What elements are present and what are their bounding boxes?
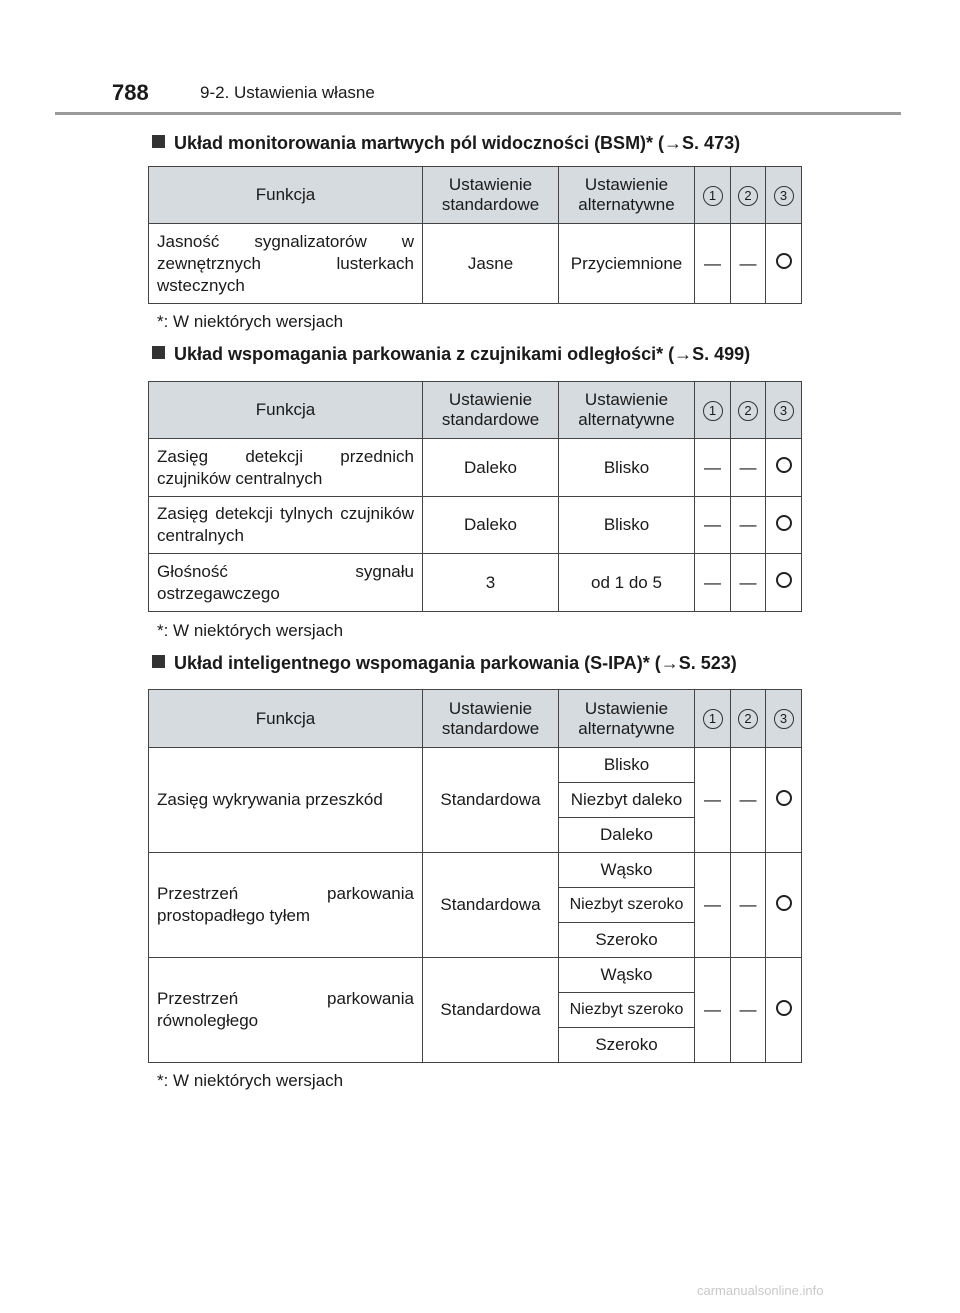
settings-table-bsm (148, 166, 802, 304)
o-mark-cell (766, 224, 802, 304)
alternative-value-cell: Wąsko (559, 853, 695, 888)
function-cell: Głośność sygnału ostrzegawczego (149, 554, 423, 612)
default-value-cell: Standardowa (423, 853, 559, 958)
function-cell: Zasięg detekcji tylnych czujników centralnych (149, 497, 423, 554)
o-mark-cell (766, 958, 802, 1063)
alternative-value-cell: Przyciemnione (559, 224, 695, 304)
table-row (149, 853, 802, 888)
dash-cell: — (695, 958, 731, 1063)
alternative-value-cell: Szeroko (559, 923, 695, 958)
o-mark-icon (776, 790, 792, 806)
table-row (149, 748, 802, 783)
footnote: *: W niektórych wersjach (157, 312, 344, 331)
footnote: *: W niektórych wersjach (157, 621, 344, 640)
dash-cell: — (731, 439, 766, 497)
dash-cell: — (731, 853, 766, 958)
o-mark-icon (776, 572, 792, 588)
col-header-1: 1 (695, 382, 731, 439)
dash-cell: — (695, 853, 731, 958)
table-header-row (149, 690, 802, 748)
table-header-row (149, 382, 802, 439)
watermark: carmanualsonline.info (697, 1283, 824, 1298)
dash-cell: — (731, 497, 766, 554)
table-row (149, 958, 802, 993)
dash-cell: — (695, 224, 731, 304)
function-cell: Przestrzeń parkowania równoległego (149, 958, 423, 1063)
col-header-alternative: Ustawienie alternatywne (559, 690, 695, 748)
table-row (149, 497, 802, 554)
dash-cell: — (731, 958, 766, 1063)
settings-table-parking-sensors (148, 381, 802, 612)
section-title-sipa: Układ inteligentnego wspomagania parkowania (S-IPA)* (→S. 523) (152, 653, 737, 674)
square-bullet-icon (152, 655, 165, 668)
footnote: *: W niektórych wersjach (157, 1071, 344, 1090)
col-header-default: Ustawienie standardowe (423, 167, 559, 224)
alternative-value-cell: Daleko (559, 818, 695, 853)
alternative-value-cell: Wąsko (559, 958, 695, 993)
square-bullet-icon (152, 135, 165, 148)
o-mark-cell (766, 439, 802, 497)
section-title-bsm: Układ monitorowania martwych pól widoczności (BSM)* (→S. 473) (152, 133, 740, 154)
alternative-value-cell: Niezbyt szeroko (559, 993, 695, 1028)
dash-cell: — (695, 554, 731, 612)
col-header-function: Funkcja (149, 690, 423, 748)
o-mark-icon (776, 457, 792, 473)
alternative-value-cell: Blisko (559, 748, 695, 783)
square-bullet-icon (152, 346, 165, 359)
function-cell: Zasięg detekcji przednich czujników centralnych (149, 439, 423, 497)
o-mark-cell (766, 497, 802, 554)
default-value-cell: Daleko (423, 497, 559, 554)
alternative-value-cell: Niezbyt szeroko (559, 888, 695, 923)
col-header-2: 2 (731, 167, 766, 224)
col-header-function: Funkcja (149, 382, 423, 439)
dash-cell: — (695, 439, 731, 497)
default-value-cell: Jasne (423, 224, 559, 304)
table-row (149, 439, 802, 497)
o-mark-icon (776, 515, 792, 531)
col-header-1: 1 (695, 167, 731, 224)
alternative-value-cell: Blisko (559, 439, 695, 497)
alternative-value-cell: od 1 do 5 (559, 554, 695, 612)
col-header-3: 3 (766, 690, 802, 748)
function-cell: Zasięg wykrywania przeszkód (149, 748, 423, 853)
default-value-cell: 3 (423, 554, 559, 612)
dash-cell: — (731, 748, 766, 853)
default-value-cell: Daleko (423, 439, 559, 497)
o-mark-icon (776, 895, 792, 911)
col-header-default: Ustawienie standardowe (423, 690, 559, 748)
alternative-value-cell: Niezbyt daleko (559, 783, 695, 818)
col-header-alternative: Ustawienie alternatywne (559, 167, 695, 224)
header-rule (55, 112, 901, 115)
dash-cell: — (695, 748, 731, 853)
col-header-1: 1 (695, 690, 731, 748)
o-mark-icon (776, 253, 792, 269)
table-header-row (149, 167, 802, 224)
settings-table-sipa (148, 689, 802, 1063)
o-mark-cell (766, 554, 802, 612)
function-cell: Jasność sygnalizatorów w zewnętrznych lusterkach wstecznych (149, 224, 423, 304)
col-header-2: 2 (731, 690, 766, 748)
col-header-3: 3 (766, 382, 802, 439)
alternative-value-cell: Szeroko (559, 1028, 695, 1063)
col-header-alternative: Ustawienie alternatywne (559, 382, 695, 439)
running-title: 9-2. Ustawienia własne (200, 83, 375, 102)
col-header-function: Funkcja (149, 167, 423, 224)
default-value-cell: Standardowa (423, 748, 559, 853)
o-mark-icon (776, 1000, 792, 1016)
function-cell: Przestrzeń parkowania prostopadłego tyłem (149, 853, 423, 958)
alternative-value-cell: Blisko (559, 497, 695, 554)
col-header-default: Ustawienie standardowe (423, 382, 559, 439)
o-mark-cell (766, 748, 802, 853)
section-title-parking-sensors: Układ wspomagania parkowania z czujnikami odległości* (→S. 499) (152, 344, 750, 365)
table-row (149, 554, 802, 612)
dash-cell: — (731, 224, 766, 304)
table-row (149, 224, 802, 304)
o-mark-cell (766, 853, 802, 958)
dash-cell: — (695, 497, 731, 554)
page-number: 788 (112, 80, 149, 105)
col-header-2: 2 (731, 382, 766, 439)
col-header-3: 3 (766, 167, 802, 224)
default-value-cell: Standardowa (423, 958, 559, 1063)
dash-cell: — (731, 554, 766, 612)
